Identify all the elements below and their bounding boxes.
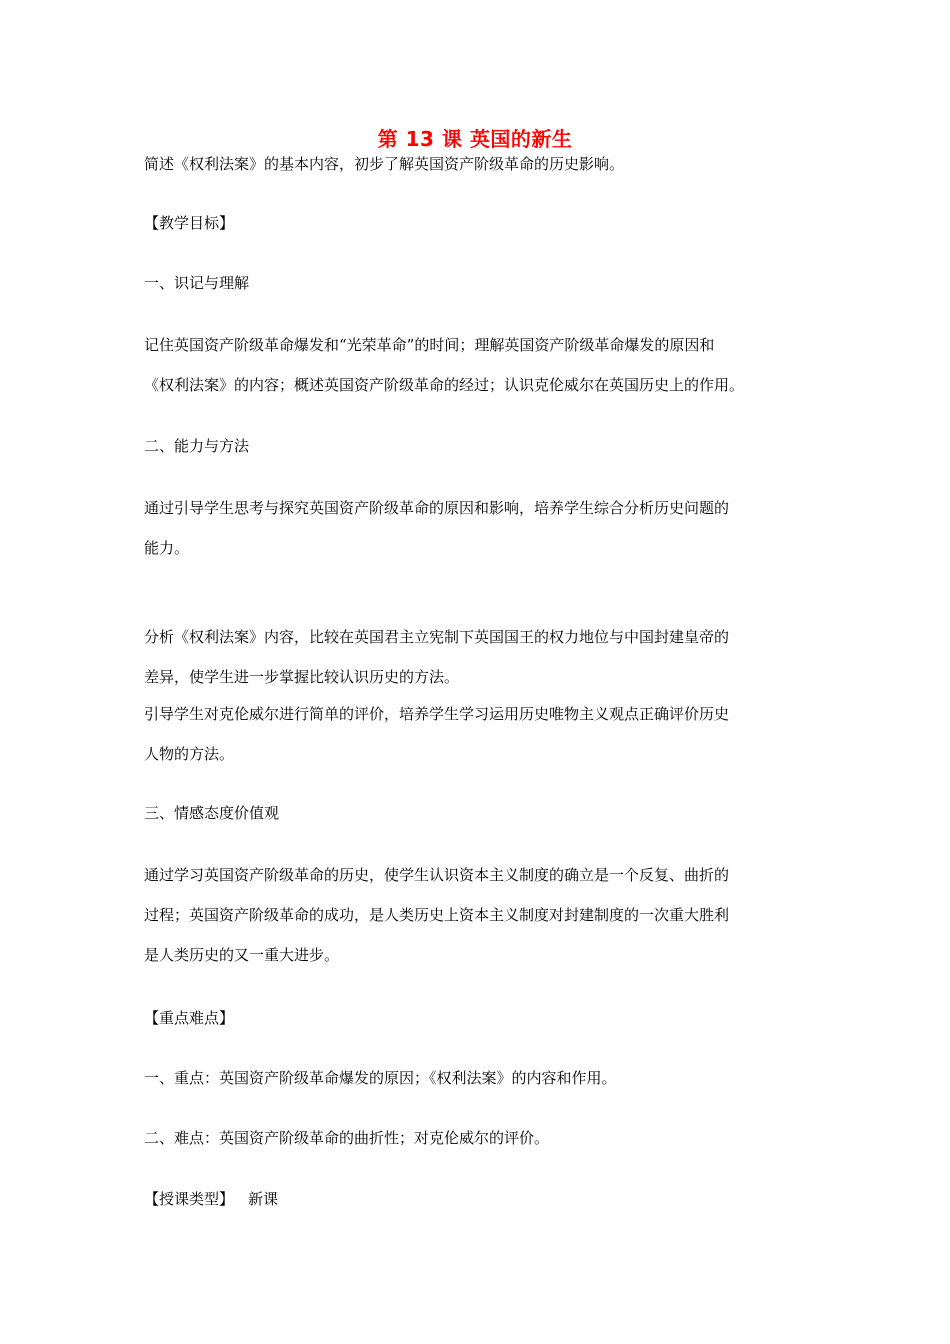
paragraph-line: 人物的方法。 [144,745,235,763]
keypoint-text: 一、重点：英国资产阶级革命爆发的原因；《权利法案》的内容和作用。 [144,1069,617,1087]
paragraph-line: 引导学生对克伦威尔进行简单的评价，培养学生学习运用历史唯物主义观点正确评价历史 [144,705,730,723]
section2-paragraph-1 [144,488,812,568]
paragraph-line: 《权利法案》的内容；概述英国资产阶级革命的经过；认识克伦威尔在英国历史上的作用。 [144,376,745,394]
lesson-title: 第 13 课 英国的新生 [377,127,573,151]
paragraph-line: 记住英国资产阶级革命爆发和“光荣革命”的时间；理解英国资产阶级革命爆发的原因和 [144,336,715,354]
keypoints-heading: 【重点难点】 [144,1009,235,1027]
paragraph-line: 通过引导学生思考与探究英国资产阶级革命的原因和影响，培养学生综合分析历史问题的 [144,499,730,517]
intro-text: 简述《权利法案》的基本内容，初步了解英国资产阶级革命的历史影响。 [144,155,625,173]
paragraph-line: 通过学习英国资产阶级革命的历史，使学生认识资本主义制度的确立是一个反复、曲折的 [144,866,730,884]
paragraph-line: 是人类历史的又一重大进步。 [144,946,340,964]
paragraph-line: 差异，使学生进一步掌握比较认识历史的方法。 [144,668,460,686]
section2-heading: 二、能力与方法 [144,437,250,455]
section2-paragraph-3 [144,694,812,774]
section1-paragraph [144,325,812,405]
section2-paragraph-2 [144,617,812,697]
objectives-heading: 【教学目标】 [144,214,235,232]
section3-heading: 三、情感态度价值观 [144,804,280,822]
paragraph-line: 分析《权利法案》内容，比较在英国君主立宪制下英国国王的权力地位与中国封建皇帝的 [144,628,730,646]
paragraph-line: 能力。 [144,539,190,557]
lesson-type-label: 【授课类型】 [144,1190,235,1208]
section1-heading: 一、识记与理解 [144,274,250,292]
lesson-type-row [144,1187,824,1211]
difficulty-text: 二、难点：英国资产阶级革命的曲折性；对克伦威尔的评价。 [144,1129,550,1147]
section3-paragraph [144,855,812,975]
lesson-type-value: 新课 [248,1190,279,1208]
paragraph-line: 过程；英国资产阶级革命的成功，是人类历史上资本主义制度对封建制度的一次重大胜利 [144,906,730,924]
